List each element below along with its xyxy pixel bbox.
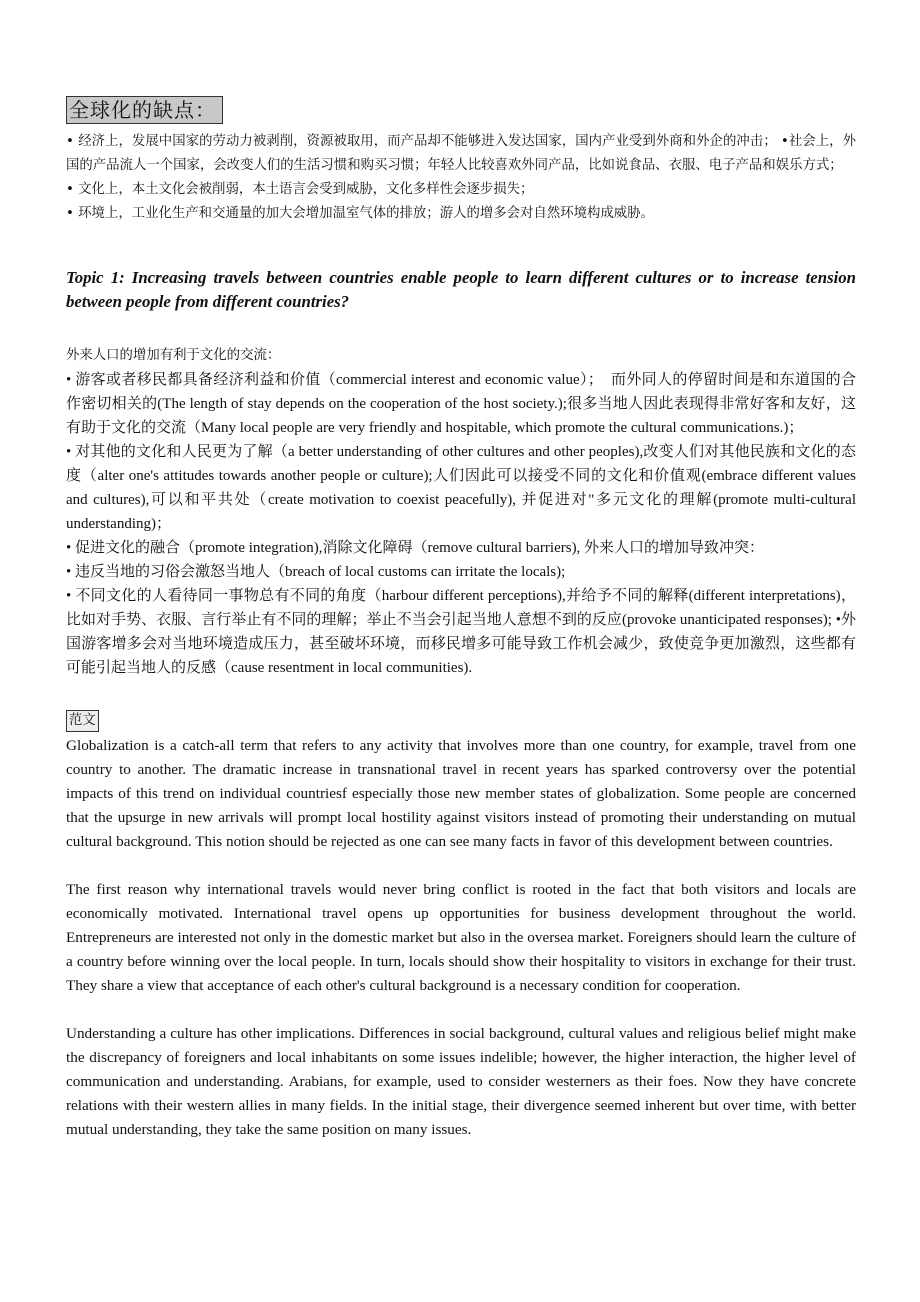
point-item: • 游客或者移民都具备经济利益和价值（commercial interest and economic value）； 而外同人的停留时间是和东道国的合作密切相关的(The length of stay depends on the cooperation of the host society.);很多当地人因此表现得非常好客和友好，这有助于文化的交流（Many local people are very friendly and hospitable, which promote the cultural communications.)；	[66, 372, 856, 436]
disadvantages-list	[66, 130, 856, 226]
point-item: • 违反当地的习俗会激怒当地人（breach of local customs can irritate the locals);	[66, 564, 566, 580]
disadvantage-item-economy: • 经济上，发展中国家的劳动力被剥削，资源被取用，而产品却不能够进入发达国家，国内产业受到外商和外企的冲击； •社会上，外国的产品流人一个国家，会改变人们的生活习惯和购买习惯；年轻人比较喜欢外同产品，比如说食品、衣服、电子产品和娱乐方式；	[66, 134, 856, 173]
document-page	[66, 96, 856, 1166]
disadvantage-item-culture: • 文化上，本土文化会被削弱，本土语言会受到威胁，文化多样性会逐步损失；	[66, 182, 534, 197]
essay-paragraph: The first reason why international travels would never bring conflict is rooted in the fact that both visitors and locals are economically motivated. International travel opens up opportunities for business development throughout the world. Entrepreneurs are interested not only in the domestic market but also in the oversea market. Foreigners should learn the culture of a country before winning over the local people. In turn, locals should show their hospitality to visitors in exchange for their trust. They share a view that acceptance of each other's cultural background is a necessary condition for cooperation.	[66, 881, 856, 994]
essay-paragraph: Understanding a culture has other implications. Differences in social background, cultural values and religious belief might make the discrepancy of foreigners and local inhabitants on some issues indelible; however, the higher interaction, the higher level of communication and understanding. Arabians, for example, used to consider westerners as their foes. Now they have concrete relations with their western allies in many fields. In the initial stage, their divergence seemed inherent but over time, with better mutual understanding, they take the same position on many issues.	[66, 1025, 856, 1138]
sample-essay-label: 范文	[66, 710, 99, 732]
points-intro: 外来人口的增加有利于文化的交流：	[66, 348, 281, 363]
section-heading: 全球化的缺点：	[66, 96, 223, 124]
essay-paragraph: Globalization is a catch-all term that refers to any activity that involves more than one country, for example, travel from one country to another. The dramatic increase in transnational travel in recent years has sparked controversy over the potential impacts of this trend on individual countriesf especially those new member states of globalization. Some people are concerned that the upsurge in new arrivals will prompt local hostility against visitors instead of promoting their understanding on mutual cultural background. This notion should be rejected as one can see many facts in favor of this development between countries.	[66, 737, 856, 850]
point-item: • 促进文化的融合（promote integration),消除文化障碍（remove cultural barriers), 外来人口的增加导致冲突：	[66, 540, 765, 556]
point-item: • 不同文化的人看待同一事物总有不同的角度（harbour different perceptions),并给予不同的解释(different interpretations)，比如对手势、衣服、言行举止有不同的理解；举止不当会引起当地人意想不到的反应(provoke unanticipated responses); •外国游客增多会对当地环境造成压力，甚至破坏环境，而移民增多可能导致工作机会减少，致使竞争更加激烈，这些都有可能引起当地人的反感（cause resentment in local communities).	[66, 588, 856, 676]
disadvantage-item-environment: • 环境上，工业化生产和交通量的加大会增加温室气体的排放；游人的增多会对自然环境构成威胁。	[66, 206, 654, 221]
sample-essay	[66, 734, 856, 1142]
topic-title: Topic 1: Increasing travels between countries enable people to learn different cultures or to increase tension between people from different countries?	[66, 268, 856, 311]
points-section	[66, 344, 856, 680]
point-item: • 对其他的文化和人民更为了解（a better understanding of other cultures and other peoples),改变人们对其他民族和文化的态度（alter one's attitudes towards another people or culture);人们因此可以接受不同的文化和价值观(embrace different values and cultures),可以和平共处（create motivation to coexist peacefully), 并促进对"多元文化的理解(promote multi-cultural understanding)；	[66, 444, 856, 532]
